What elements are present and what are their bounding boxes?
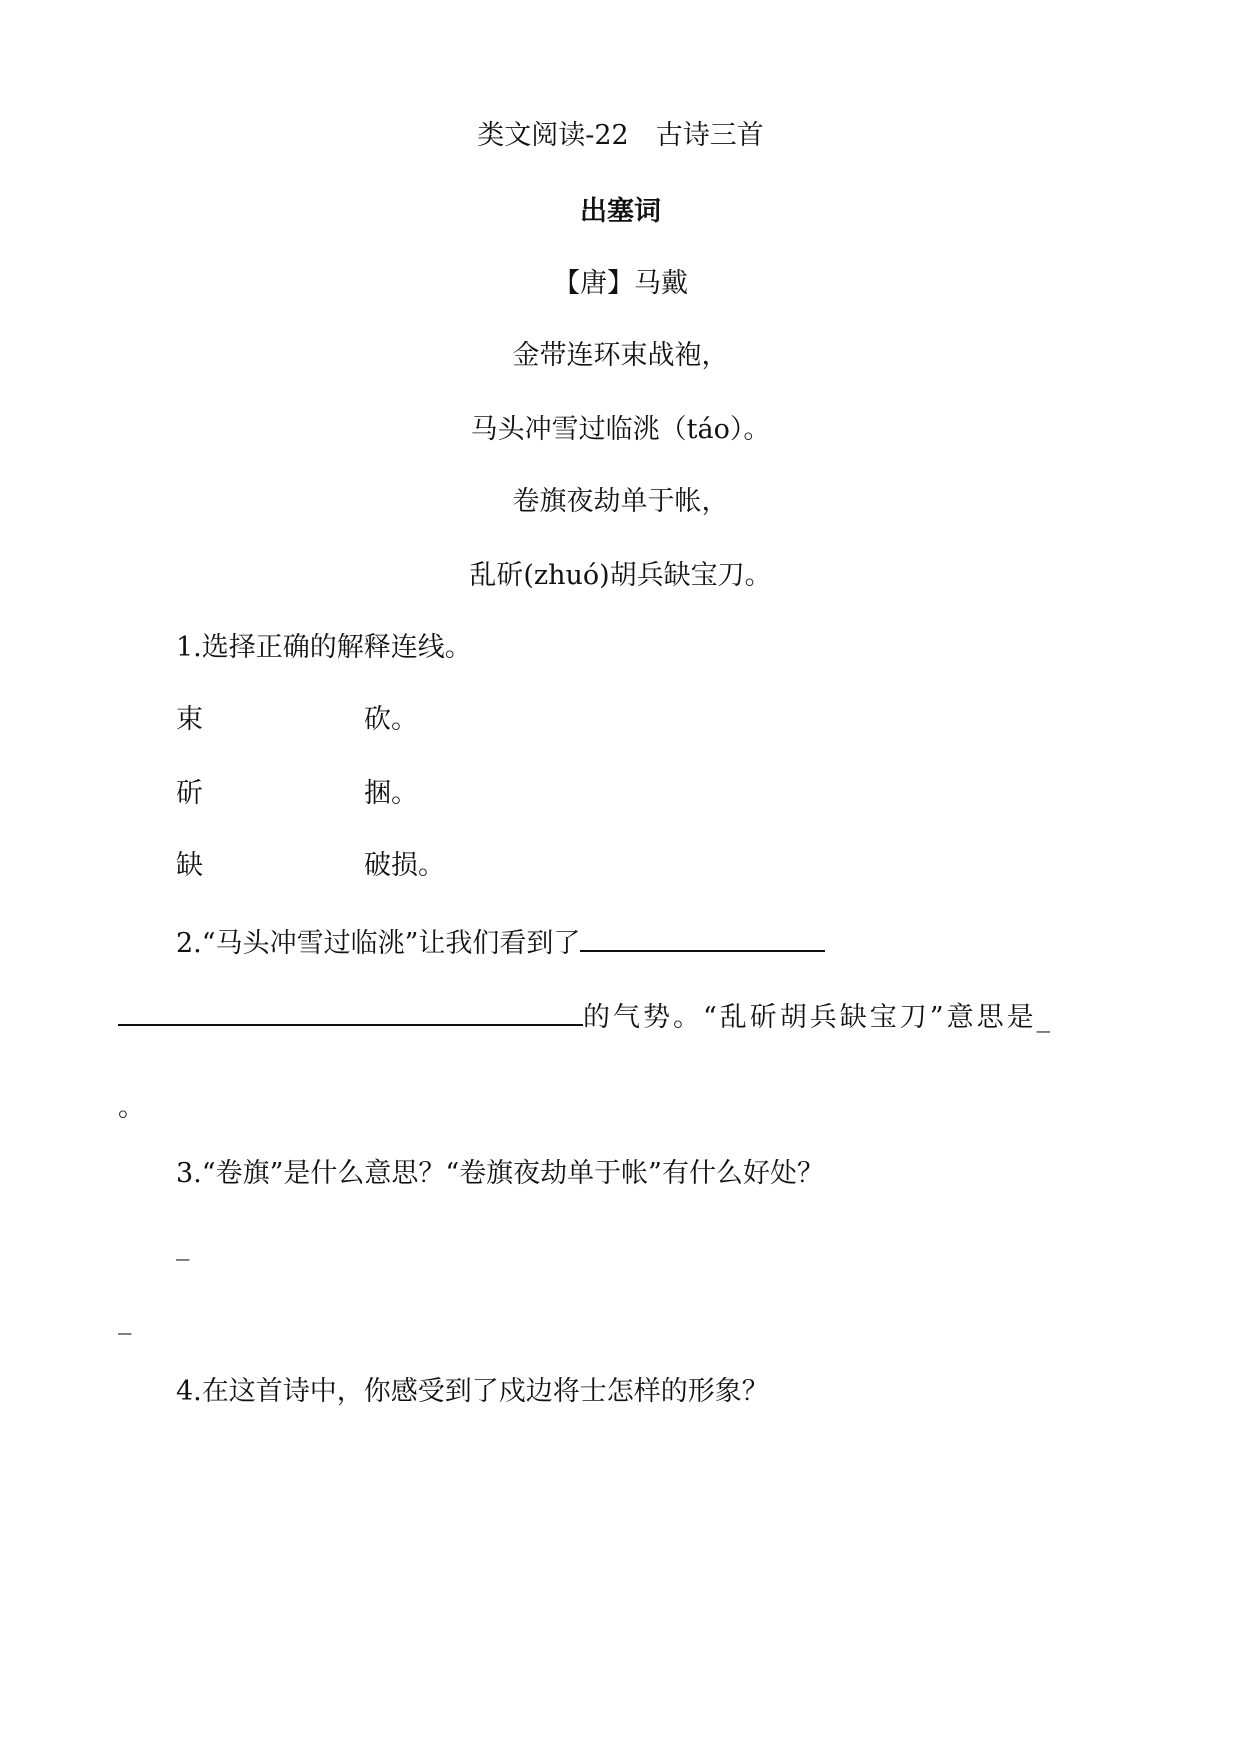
match-word-2: 斫 xyxy=(176,778,203,809)
poem-line-3: 卷旗夜劫单于帐， xyxy=(512,486,729,517)
poem-author: 【唐】马戴 xyxy=(553,268,688,299)
question-3: 3.“卷旗”是什么意思？“卷旗夜劫单于帐”有什么好处？ xyxy=(176,1158,824,1189)
question-2-continued xyxy=(118,994,1053,1036)
question-2-prompt-cont: 的气势。“乱斫胡兵缺宝刀”意思是_ xyxy=(583,1002,1054,1033)
poem-line-2: 马头冲雪过临洮（táo）。 xyxy=(470,414,771,445)
poem-line-1: 金带连环束战袍， xyxy=(512,340,729,371)
answer-blank-1[interactable] xyxy=(580,920,825,952)
question-2-prompt: 2.“马头冲雪过临洮”让我们看到了 xyxy=(176,928,581,959)
answer-line-mark-1[interactable]: _ xyxy=(176,1230,190,1261)
question-2-end: 。 xyxy=(118,1092,145,1123)
match-meaning-2: 捆。 xyxy=(364,778,418,809)
match-meaning-3: 破损。 xyxy=(364,850,445,881)
answer-blank-2[interactable] xyxy=(118,994,583,1026)
match-word-1: 束 xyxy=(176,704,203,735)
match-meaning-1: 砍。 xyxy=(364,704,418,735)
match-word-3: 缺 xyxy=(176,850,203,881)
question-2 xyxy=(176,920,825,962)
answer-line-mark-2[interactable]: _ xyxy=(118,1304,132,1335)
question-1: 1.选择正确的解释连线。 xyxy=(176,632,472,663)
question-4: 4.在这首诗中，你感受到了戍边将士怎样的形象？ xyxy=(176,1376,769,1407)
page-title: 类文阅读-22 古诗三首 xyxy=(477,120,764,151)
poem-title: 出塞词 xyxy=(580,196,661,227)
poem-line-4: 乱斫(zhuó)胡兵缺宝刀。 xyxy=(469,560,772,591)
